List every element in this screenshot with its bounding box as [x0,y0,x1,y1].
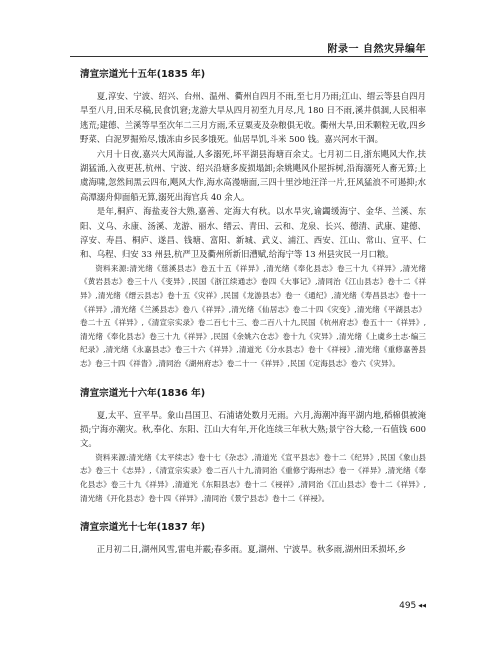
section-title: 清宣宗道光十六年(1836 年) [80,387,206,399]
page-content [80,68,426,573]
page-footer [399,601,426,611]
source-note: 资料来源:清光绪《太平续志》卷十七《杂志》,清道光《宣平县志》卷十二《纪异》,民国《象山县志》卷三十《志异》,《清宣宗实录》卷二百八十九,清同治《重修宁海州志》卷一《祥异》,清光绪《奉化县志》卷三十九《祥异》,清道光《东阳县志》卷十二《祲祥》,清同治《江山县志》卷十二《祥异》,清光绪《开化县志》卷十四《祥异》,清同治《景宁县志》卷十二《祥祲》。 [80,452,426,503]
header-title: 附录一 自然灾异编年 [327,44,426,55]
header-rule [70,56,428,57]
paragraph: 是年,桐庐、海盐麦谷大熟,嘉善、定海大有秋。以水旱灾,谕蠲缓海宁、金华、兰溪、东阳、义乌、永康、汤溪、龙游、丽水、缙云、青田、云和、龙泉、长兴、德清、武康、建德、淳安、寿昌、桐庐、遂昌、钱塘、富阳、新城、武义、浦江、西安、江山、常山、宣平、仁和、乌程、归安 33 州县,杭严卫及衢州所新旧漕赋,给海宁等 13 州县灾民一月口粮。 [80,206,426,260]
section-1836 [80,387,426,506]
page-mark: ◀◀ [418,602,426,609]
section-title: 清宣宗道光十七年(1837 年) [80,522,206,534]
running-header [0,40,480,56]
source-note: 资料来源:清光绪《慈溪县志》卷五十五《祥异》,清光绪《奉化县志》卷三十九《祥异》,清光绪《黄岩县志》卷三十八《变异》,民国《浙江续通志》卷四《大事记》,清同治《江山县志》卷十二《祥异》,清光绪《缙云县志》卷十五《灾祥》,民国《龙游县志》卷一《通纪》,清光绪《寿昌县志》卷十一《祥异》,清光绪《兰溪县志》卷八《祥异》,清光绪《仙居志》卷二十四《灾变》,清光绪《平湖县志》卷二十五《祥异》,《清宣宗实录》卷二百七十三、卷二百八十九,民国《杭州府志》卷五十一《祥异》,清光绪《奉化县志》卷三十九《祥异》,民国《余姚六仓志》卷十九《灾异》,清光绪《上虞乡土志·编三纪录》,清光绪《永嘉县志》卷三十六《祥异》,清道光《分水县志》卷十《祥祲》,清光绪《重修嘉善县志》卷三十四《祥眚》,清同治《湖州府志》卷二十一《祥异》,民国《定海县志》卷六《灾异》。 [80,263,426,369]
section-title: 清宣宗道光十五年(1835 年) [80,69,206,80]
section-1835 [80,68,426,371]
section-1837 [80,521,426,556]
paragraph: 夏,太平、宣平旱。象山昌国卫、石浦诸处数月无雨。六月,海潮冲海平湖内地,稻棉俱被淹损;宁海亦潮灾。秋,奉化、东阳、江山大有年,开化连续三年秋大熟;景宁谷大稔,一石值钱 600 文。 [80,409,426,449]
paragraph: 六月十日夜,嘉兴大风海溢,人多溺死,坏平湖县海塘百余丈。七月初二日,浙东飓风大作,扶湖猛涌,入夜更甚,杭州、宁波、绍兴沿塘多废损塌卸;余姚飓风仆屋拆树,沿海溺死人畜无算;上虞海啸,忽然间黑云四布,飓风大作,海水高漫塘面,三四十里沙地汪洋一片,狂风猛浪不可遏抑;水高潭溺舟仰面船无算,溺死出海官兵 40 余人。 [80,148,426,202]
paragraph: 正月初二日,湖州风雪,雷电并霰;春多雨。夏,湖州、宁波旱。秋多雨,湖州田禾损坏,乡 [96,544,407,555]
paragraph: 夏,淳安、宁波、绍兴、台州、温州、衢州自四月不雨,至七月乃雨;江山、缙云等县自四月旱至八月,田禾尽稿,民食饥窘;龙游大旱从四月初至九月尽,凡 180 日不雨,溪井俱涸,人民相率逃荒;建德、兰溪等旱至次年二三月方雨,禾豆粟麦及杂粮俱无收。衢州大旱,田禾颗粒无收,四乡野菜、白泥罗掘殆尽,饿冻由乡民多饿死。仙居旱饥,斗米 500 钱。嘉兴河水干涸。 [80,91,426,145]
page-number: 495 [399,601,417,611]
